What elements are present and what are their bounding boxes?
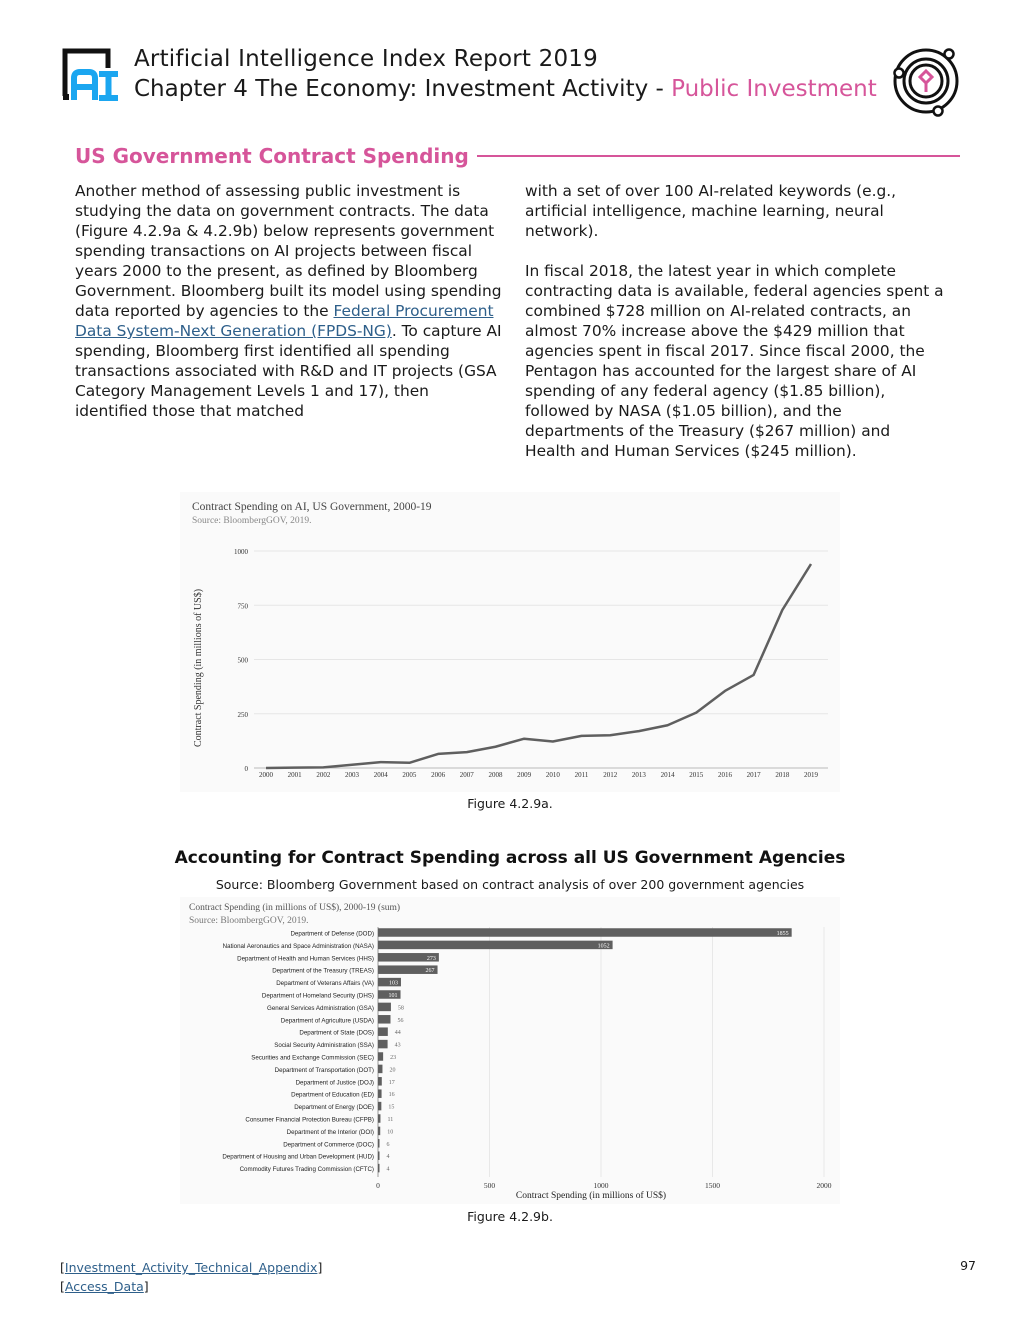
bar-value-label: 6 [386, 1141, 390, 1148]
page-header [60, 44, 970, 114]
figure-a-caption: Figure 4.2.9a. [467, 796, 553, 811]
bar-value-label: 56 [397, 1017, 404, 1024]
x-tick-label: 2005 [402, 771, 417, 779]
chart-title: Contract Spending (in millions of US$), 2000-19 (sum) [189, 903, 401, 913]
bar-category-label: Department of Health and Human Services (HHS) [237, 955, 374, 963]
bar-chart-heading: Accounting for Contract Spending across all US Government Agencies [174, 848, 846, 868]
x-tick-label: 2008 [488, 771, 503, 779]
bar-value-label: 58 [397, 1005, 404, 1012]
bar [378, 1164, 380, 1173]
section-divider [477, 155, 960, 157]
bar-category-label: Securities and Exchange Commission (SEC) [251, 1054, 374, 1062]
bar-category-label: Department of Veterans Affairs (VA) [276, 980, 374, 988]
bar [378, 1151, 380, 1160]
line-chart [180, 492, 840, 792]
body-text: Another method of assessing public investment is studying the data on government contracts. The data (Figure 4.2.9a & 4.2.9b) below represents government spending transactions on AI projects between fiscal years 2000 to the present, as defined by Bloomberg Government. Bloomberg built its model using spending data reported by agencies to the [75, 182, 502, 320]
bar-category-label: Department of Transportation (DOT) [274, 1066, 374, 1074]
bar-category-label: Department of the Treasury (TREAS) [272, 967, 374, 975]
bar-category-label: Department of Education (ED) [291, 1091, 374, 1099]
bar-chart-figure [180, 897, 840, 1204]
bar [378, 1102, 381, 1111]
x-tick-label: 2015 [689, 771, 704, 779]
bar [378, 1003, 391, 1012]
bar [378, 1040, 388, 1049]
x-tick-label: 1000 [593, 1181, 609, 1190]
chapter-prefix: Chapter 4 The Economy: Investment Activity - [134, 76, 672, 102]
x-tick-label: 0 [376, 1181, 380, 1190]
x-tick-label: 2013 [631, 771, 646, 779]
line-chart-figure [180, 492, 840, 792]
x-tick-label: 2017 [746, 771, 761, 779]
bar-category-label: Department of Homeland Security (DHS) [261, 992, 374, 1000]
bar-category-label: General Services Administration (GSA) [267, 1004, 374, 1012]
bar [378, 1089, 382, 1098]
x-tick-label: 1500 [705, 1181, 720, 1190]
y-tick-label: 1000 [234, 548, 248, 556]
section-header [75, 142, 960, 170]
bar-category-label: Department of State (DOS) [299, 1029, 374, 1037]
bar [378, 941, 613, 950]
y-tick-label: 500 [237, 656, 248, 665]
bar-category-label: Department of Energy (DOE) [294, 1104, 374, 1112]
orbit-diamond-icon [888, 44, 964, 118]
x-tick-label: 2011 [574, 771, 589, 779]
chapter-title [134, 74, 877, 104]
x-tick-label: 2000 [816, 1181, 832, 1190]
bar-value-label: 15 [388, 1104, 395, 1111]
x-tick-label: 2007 [459, 771, 474, 779]
bar-category-label: Commodity Futures Trading Commission (CFTC) [239, 1166, 374, 1174]
bar [378, 1052, 383, 1061]
body-text: . To capture AI spending, Bloomberg first identified all spending transactions associated with R&D and IT projects (GSA Category Management Levels 1 and 17), then identified those that matched [75, 322, 502, 420]
x-tick-label: 2002 [316, 771, 331, 779]
x-tick-label: 500 [483, 1181, 496, 1190]
bar [378, 1065, 382, 1074]
body-column-right [525, 181, 945, 461]
bar-value-label: 20 [389, 1067, 396, 1074]
figure-b-caption: Figure 4.2.9b. [467, 1209, 553, 1224]
x-tick-label: 2009 [517, 771, 532, 779]
bar-value-label: 273 [426, 955, 436, 962]
y-tick-label: 750 [237, 602, 248, 611]
page-number: 97 [960, 1258, 976, 1273]
report-title: Artificial Intelligence Index Report 2019 [134, 46, 598, 72]
bar-value-label: 1052 [597, 943, 610, 950]
x-tick-label: 2001 [287, 771, 302, 779]
body-paragraph: In fiscal 2018, the latest year in which complete contracting data is available, federal agencies spent a combined $728 million on AI-related contracts, an almost 70% increase above the $429 million that agencies spent in fiscal 2017. Since fiscal 2000, the Pentagon has accounted for the largest share of AI spending of any federal agency ($1.85 billion), followed by NASA ($1.05 billion), and the departments of the Treasury ($267 million) and Health and Human Services ($245 million). [525, 262, 944, 460]
y-tick-label: 0 [244, 765, 248, 773]
bar-value-label: 101 [388, 993, 398, 999]
x-tick-label: 2004 [373, 771, 388, 779]
bar-category-label: Consumer Financial Protection Bureau (CFPB) [245, 1116, 374, 1124]
ai-index-logo-icon [60, 46, 120, 102]
section-title: US Government Contract Spending [75, 144, 469, 168]
x-tick-label: 2003 [345, 771, 360, 779]
bar [378, 1127, 380, 1136]
x-axis-label: Contract Spending (in millions of US$) [515, 1191, 667, 1201]
access-data-link[interactable]: Access_Data [64, 1279, 144, 1294]
body-column-left [75, 181, 505, 421]
bar-value-label: 23 [390, 1055, 397, 1061]
chart-title: Contract Spending on AI, US Government, 2000-19 [192, 501, 432, 513]
bar-value-label: 1855 [776, 931, 789, 937]
bar-value-label: 4 [386, 1154, 390, 1161]
x-tick-label: 2019 [804, 771, 818, 779]
bar-value-label: 267 [425, 968, 435, 975]
bar-value-label: 10 [387, 1129, 394, 1136]
x-tick-label: 2014 [660, 771, 675, 779]
bar-value-label: 17 [388, 1079, 395, 1086]
bar [378, 1015, 390, 1024]
bar-category-label: Social Security Administration (SSA) [274, 1042, 374, 1050]
footer-links: [Investment_Activity_Technical_Appendix] [Access_Data] [60, 1260, 323, 1294]
bar [378, 928, 792, 937]
bar-value-label: 43 [394, 1042, 401, 1049]
x-tick-label: 2006 [431, 771, 446, 779]
bar-value-label: 44 [394, 1030, 401, 1037]
bar-category-label: National Aeronautics and Space Administration (NASA) [222, 942, 374, 950]
chart-subtitle: Source: BloombergGOV, 2019. [189, 916, 309, 926]
bar [378, 1027, 388, 1036]
fpds-ng-link[interactable]: Federal Procurement Data System-Next Generation (FPDS-NG) [75, 302, 494, 340]
line-series [266, 564, 811, 768]
bar-chart-source: Source: Bloomberg Government based on contract analysis of over 200 government agencies [215, 877, 805, 892]
bar-category-label: Department of Defense (DOD) [290, 930, 374, 938]
x-tick-label: 2018 [775, 771, 790, 779]
bar-category-label: Department of Agriculture (USDA) [280, 1017, 374, 1025]
bar [378, 1077, 382, 1086]
bar [378, 1114, 380, 1123]
technical-appendix-link[interactable]: Investment_Activity_Technical_Appendix [64, 1260, 318, 1275]
bar-value-label: 103 [388, 980, 398, 987]
chart-subtitle: Source: BloombergGOV, 2019. [192, 516, 312, 526]
bar-chart [180, 897, 840, 1204]
y-axis-label: Contract Spending (in millions of US$) [193, 588, 204, 748]
bar-value-label: 4 [386, 1166, 390, 1173]
x-tick-label: 2016 [717, 771, 732, 779]
bar-category-label: Department of the Interior (DOI) [286, 1128, 374, 1136]
x-tick-label: 2012 [603, 771, 618, 779]
bar-value-label: 16 [388, 1092, 395, 1099]
x-tick-label: 2000 [259, 771, 273, 779]
body-paragraph: with a set of over 100 AI-related keywords (e.g., artificial intelligence, machine learning, neural network). [525, 182, 897, 240]
x-tick-label: 2010 [545, 771, 560, 779]
bar-category-label: Department of Housing and Urban Development (HUD) [222, 1153, 374, 1161]
bar-value-label: 11 [387, 1117, 394, 1123]
y-tick-label: 250 [237, 710, 248, 719]
body-paragraph [75, 181, 505, 421]
bar-category-label: Department of Justice (DOJ) [295, 1079, 374, 1087]
bar-category-label: Department of Commerce (DOC) [283, 1141, 374, 1149]
chapter-accent: Public Investment [671, 76, 877, 102]
bar [378, 1139, 380, 1148]
